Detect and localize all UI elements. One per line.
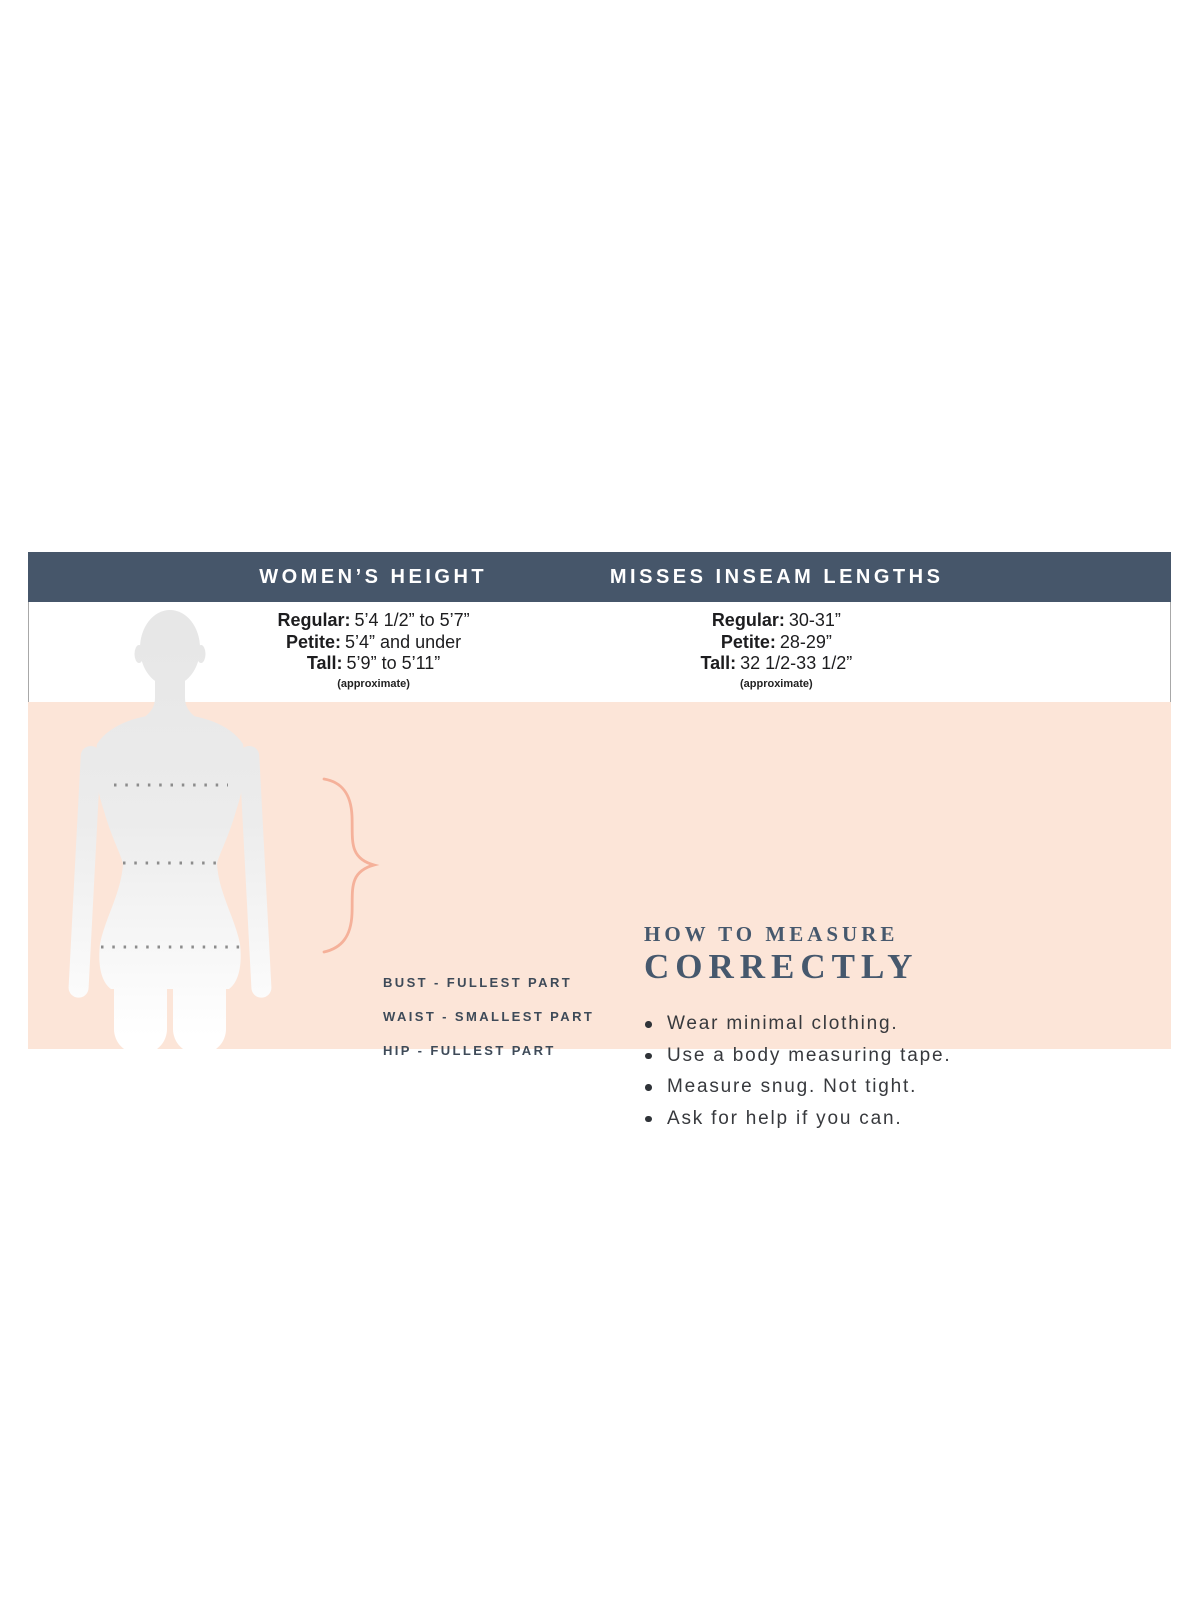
- height-row-petite: [278, 632, 470, 654]
- bust-label: BUST - FULLEST PART: [383, 975, 573, 990]
- height-row-regular: [278, 610, 470, 632]
- row-label: Tall:: [306, 653, 343, 674]
- info-band: [28, 602, 1171, 702]
- tip-item: Use a body measuring tape.: [644, 1040, 951, 1072]
- womens-height-info: [278, 610, 470, 691]
- row-label: Petite:: [720, 631, 776, 652]
- inseam-row-regular: [700, 610, 852, 632]
- size-guide-infographic: [28, 552, 1171, 1129]
- row-label: Regular:: [711, 610, 785, 630]
- height-row-tall: [278, 653, 470, 675]
- table-header-bar: [28, 552, 1171, 602]
- row-label: Regular:: [277, 610, 351, 630]
- tip-item: Wear minimal clothing.: [644, 1008, 951, 1040]
- waist-label: WAIST - SMALLEST PART: [383, 1009, 595, 1024]
- row-value: 32 1/2-33 1/2”: [740, 653, 853, 674]
- row-value: 30-31”: [788, 610, 841, 630]
- row-value: 5’4” and under: [345, 631, 462, 652]
- header-misses-inseam: MISSES INSEAM LENGTHS: [609, 566, 944, 588]
- row-label: Tall:: [700, 653, 737, 674]
- misses-inseam-info: [700, 610, 852, 691]
- row-value: 5’9” to 5’11”: [346, 653, 441, 674]
- approximate-note: (approximate): [739, 678, 813, 691]
- header-womens-height: WOMEN’S HEIGHT: [259, 566, 488, 588]
- tip-item: Measure snug. Not tight.: [644, 1071, 951, 1103]
- row-value: 5’4 1/2” to 5’7”: [354, 610, 470, 630]
- measure-section: [28, 702, 1171, 1129]
- tip-item: Ask for help if you can.: [644, 1103, 951, 1135]
- row-label: Petite:: [286, 631, 342, 652]
- how-to-measure-line2: CORRECTLY: [644, 947, 919, 986]
- row-value: 28-29”: [779, 631, 832, 652]
- inseam-row-tall: [700, 653, 852, 675]
- inseam-row-petite: [700, 632, 852, 654]
- hip-label: HIP - FULLEST PART: [383, 1043, 556, 1058]
- how-to-measure-line1: HOW TO MEASURE: [644, 922, 899, 946]
- approximate-note: (approximate): [337, 678, 410, 691]
- measuring-tips-list: [644, 1008, 951, 1134]
- how-to-measure-heading: [644, 922, 918, 985]
